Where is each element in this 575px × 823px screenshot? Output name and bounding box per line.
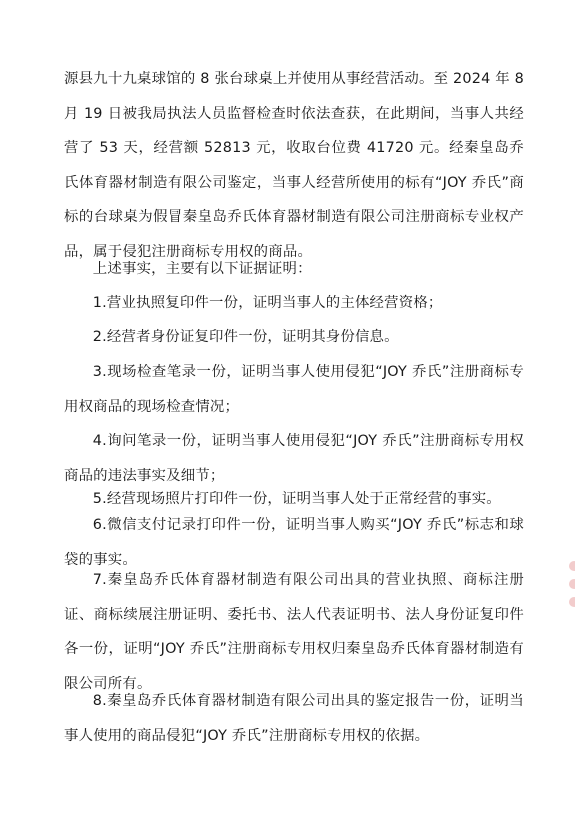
paragraph-evidence-3: 3.现场检查笔录一份，证明当事人使用侵犯“JOY 乔氏”注册商标专用权商品的现场检查情况； xyxy=(64,364,524,415)
paragraph-evidence-2: 2.经营者身份证复印件一份，证明其身份信息。 xyxy=(92,329,399,345)
paragraph-evidence-5: 5.经营现场照片打印件一份，证明当事人处于正常经营的事实。 xyxy=(92,491,501,507)
paragraph-evidence-intro: 上述事实，主要有以下证据证明： xyxy=(92,261,312,277)
paragraph-evidence-4: 4.询问笔录一份，证明当事人使用侵犯“JOY 乔氏”注册商标专用权商品的违法事实及细节； xyxy=(64,433,524,484)
paragraph-evidence-1: 1.营业执照复印件一份，证明当事人的主体经营资格； xyxy=(92,295,443,311)
paragraph-evidence-7: 7.秦皇岛乔氏体育器材制造有限公司出具的营业执照、商标注册证、商标续展注册证明、委托书、法人代表证明书、法人身份证复印件各一份，证明“JOY 乔氏”注册商标专用权归秦皇岛乔氏体育器材制造有限公司所有。 xyxy=(64,572,524,692)
paragraph-case-facts: 源县九十九桌球馆的 8 张台球桌上并使用从事经营活动。至 2024 年 8 月 19 日被我局执法人员监督检查时依法查获，在此期间，当事人共经营了 53 天，经营额 52813 元，收取台位费 41720 元。经秦皇岛乔氏体育器材制造有限公司鉴定，当事人经营所使用的标有“JOY 乔氏”商标的台球桌为假冒秦皇岛乔氏体育器材制造有限公司注册商标专业权产品，属于侵犯注册商标专用权的商品。 xyxy=(64,71,524,260)
seal-stamp-edge xyxy=(567,555,575,625)
paragraph-evidence-8: 8.秦皇岛乔氏体育器材制造有限公司出具的鉴定报告一份，证明当事人使用的商品侵犯“JOY 乔氏”注册商标专用权的依据。 xyxy=(64,693,524,744)
paragraph-evidence-6: 6.微信支付记录打印件一份，证明当事人购买“JOY 乔氏”标志和球袋的事实。 xyxy=(64,517,524,568)
